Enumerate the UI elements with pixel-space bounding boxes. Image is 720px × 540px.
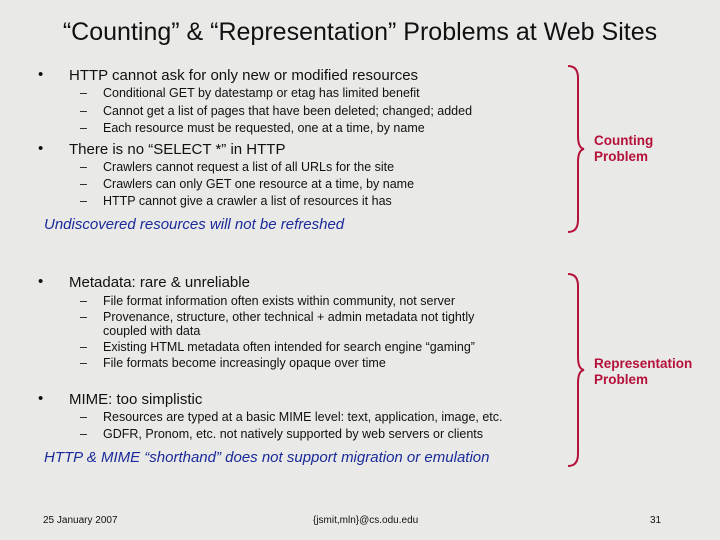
- sub-conditional-get: Conditional GET by datestamp or etag has limited benefit: [103, 86, 420, 100]
- dash-marker: –: [80, 294, 87, 308]
- bullet-mime: MIME: too simplistic: [69, 391, 203, 408]
- counting-brace: [566, 64, 586, 234]
- dash-marker: –: [80, 410, 87, 424]
- sub-html-metadata: Existing HTML metadata often intended for search engine “gaming”: [103, 340, 475, 354]
- counting-conclusion: Undiscovered resources will not be refreshed: [44, 216, 345, 233]
- dash-marker: –: [80, 194, 87, 208]
- counting-problem-label: [594, 133, 653, 165]
- dash-marker: –: [80, 177, 87, 191]
- bullet-marker: •: [38, 66, 44, 83]
- dash-marker: –: [80, 86, 87, 100]
- footer-email: {jsmit,mln}@cs.odu.edu: [313, 515, 419, 526]
- sub-mime-basic: Resources are typed at a basic MIME level: text, application, image, etc.: [103, 410, 503, 424]
- footer-page-number: 31: [650, 515, 662, 526]
- slide-title: “Counting” & “Representation” Problems at Web Sites: [62, 18, 658, 46]
- representation-label-line2: Problem: [594, 372, 649, 387]
- representation-brace: [566, 272, 586, 468]
- sub-file-formats-opaque: File formats become increasingly opaque over time: [103, 356, 386, 370]
- bullet-marker: •: [38, 140, 44, 157]
- dash-marker: –: [80, 427, 87, 441]
- footer-date: 25 January 2007: [43, 515, 118, 526]
- representation-conclusion: HTTP & MIME “shorthand” does not support migration or emulation: [44, 449, 490, 466]
- sub-provenance-cont: coupled with data: [103, 324, 201, 338]
- sub-deleted-pages: Cannot get a list of pages that have been deleted; changed; added: [103, 104, 473, 118]
- bullet-marker: •: [38, 390, 44, 407]
- bullet-http-new-modified: HTTP cannot ask for only new or modified resources: [69, 67, 419, 84]
- dash-marker: –: [80, 340, 87, 354]
- dash-marker: –: [80, 121, 87, 135]
- sub-file-format-info: File format information often exists within community, not server: [103, 294, 455, 308]
- sub-each-resource: Each resource must be requested, one at a time, by name: [103, 121, 425, 135]
- counting-label-line1: Counting: [594, 133, 654, 148]
- dash-marker: –: [80, 310, 87, 324]
- representation-label-line1: Representation: [594, 356, 693, 371]
- dash-marker: –: [80, 104, 87, 118]
- dash-marker: –: [80, 356, 87, 370]
- sub-provenance: Provenance, structure, other technical + admin metadata not tightly: [103, 310, 475, 324]
- sub-crawlers-list: Crawlers cannot request a list of all URLs for the site: [103, 160, 395, 174]
- bullet-no-select: There is no “SELECT *” in HTTP: [69, 141, 286, 158]
- sub-http-list: HTTP cannot give a crawler a list of resources it has: [103, 194, 392, 208]
- bullet-marker: •: [38, 273, 44, 290]
- sub-crawlers-get: Crawlers can only GET one resource at a time, by name: [103, 177, 415, 191]
- counting-label-line2: Problem: [594, 149, 649, 164]
- dash-marker: –: [80, 160, 87, 174]
- representation-problem-label: [594, 356, 692, 388]
- sub-gdfr-pronom: GDFR, Pronom, etc. not natively supported by web servers or clients: [103, 427, 484, 441]
- bullet-metadata: Metadata: rare & unreliable: [69, 274, 250, 291]
